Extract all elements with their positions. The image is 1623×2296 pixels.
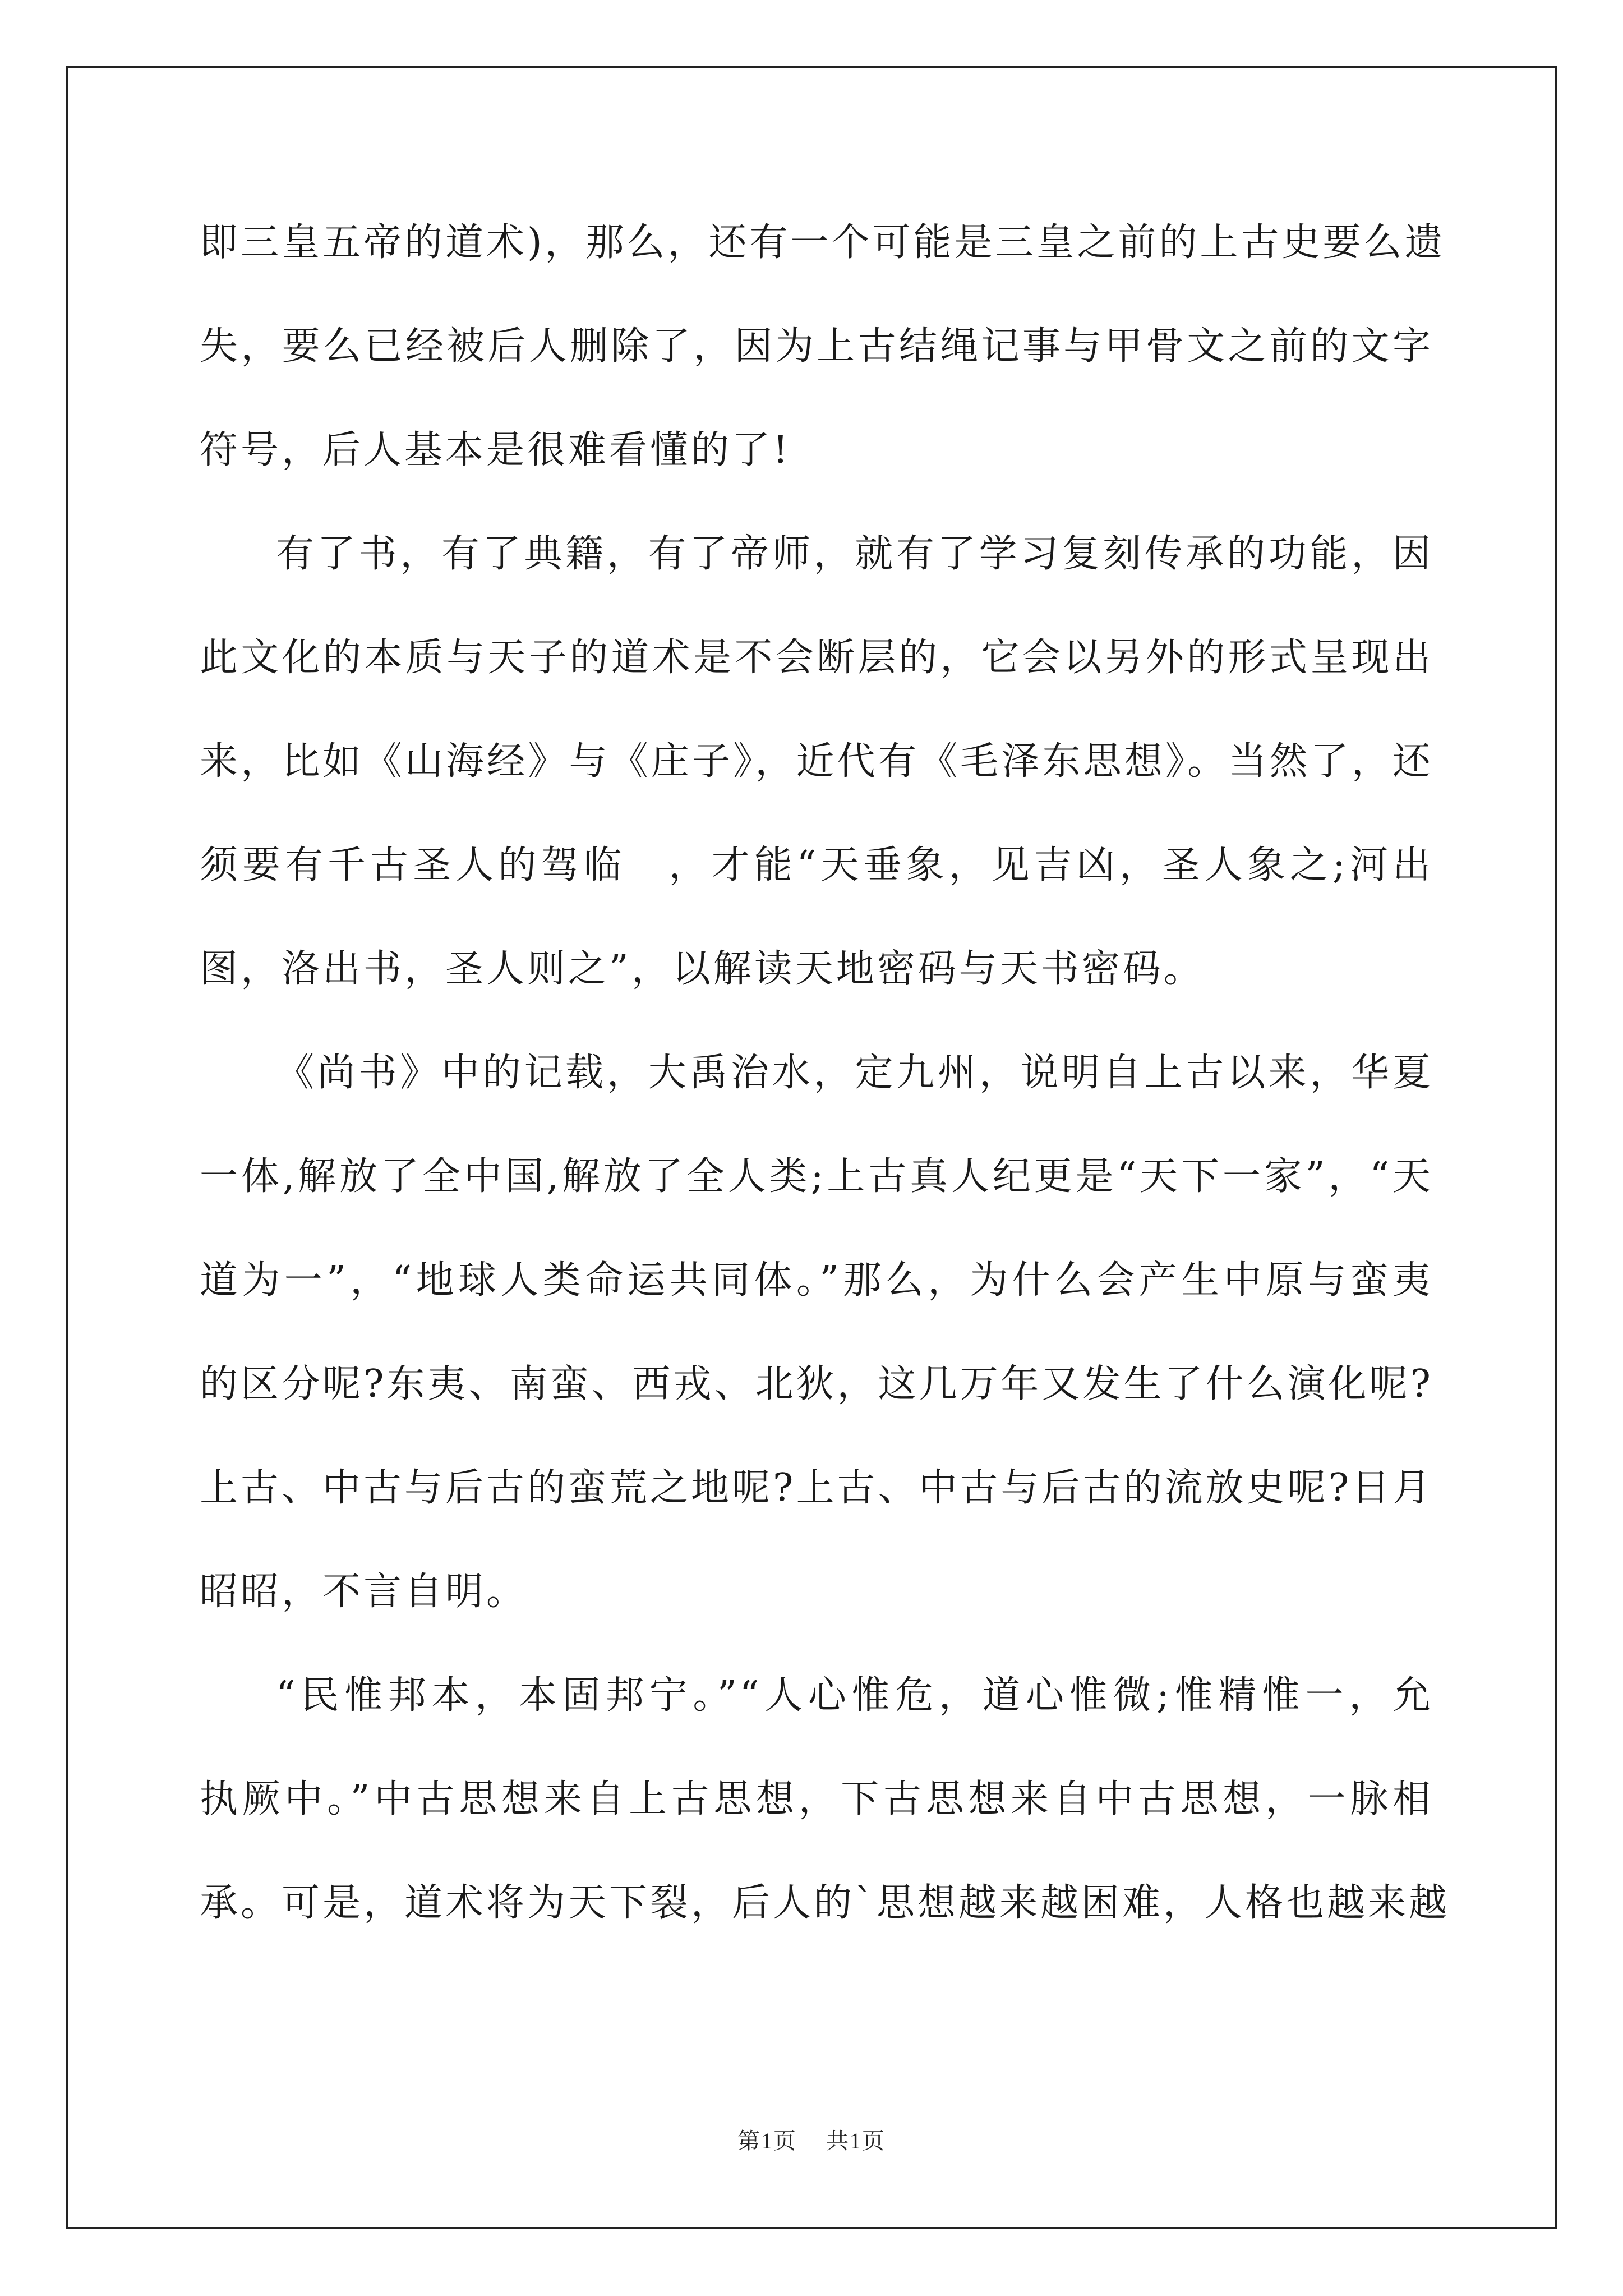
text-line: 承。可是，道术将为天下裂，后人的`思想越来越困难，人格也越来越 [200, 1881, 1450, 1925]
paragraph-first-line: 《尚书》中的记载，大禹治水，定九州，说明自上古以来，华夏 [276, 1051, 1433, 1095]
text-line: 道为一”，“地球人类命运共同体。”那么，为什么会产生中原与蛮夷 [200, 1258, 1433, 1303]
text-line: 执厥中。”中古思想来自上古思想，下古思想来自中古思想，一脉相 [200, 1777, 1433, 1821]
paragraph-first-line: “民惟邦本，本固邦宁。”“人心惟危，道心惟微;惟精惟一，允 [276, 1673, 1433, 1718]
text-line: 昭昭，不言自明。 [200, 1570, 528, 1614]
text-line: 图，洛出书，圣人则之”，以解读天地密码与天书密码。 [200, 947, 1205, 991]
page-footer [0, 2123, 1623, 2155]
text-line: 符号，后人基本是很难看懂的了! [200, 428, 791, 472]
text-line: 上古、中古与后古的蛮荒之地呢?上古、中古与后古的流放史呢?日月 [200, 1466, 1433, 1510]
paragraph-first-line: 有了书，有了典籍，有了帝师，就有了学习复刻传承的功能，因 [276, 532, 1433, 576]
page-total: 共1页 [826, 2128, 886, 2154]
page-number: 第1页 [737, 2128, 797, 2154]
text-line: 此文化的本质与天子的道术是不会断层的，它会以另外的形式呈现出 [200, 636, 1433, 680]
text-line: 的区分呢?东夷、南蛮、西戎、北狄，这几万年又发生了什么演化呢? [200, 1362, 1433, 1406]
text-line: 即三皇五帝的道术)，那么，还有一个可能是三皇之前的上古史要么遗 [200, 220, 1446, 265]
text-line: 须要有千古圣人的驾临 ，才能“天垂象，见吉凶，圣人象之;河出 [200, 843, 1433, 887]
document-body [200, 219, 1450, 1983]
text-line: 一体,解放了全中国,解放了全人类;上古真人纪更是“天下一家”，“天 [200, 1154, 1433, 1199]
text-line: 来，比如《山海经》与《庄子》，近代有《毛泽东思想》。当然了，还 [200, 739, 1433, 784]
text-line: 失，要么已经被后人删除了，因为上古结绳记事与甲骨文之前的文字 [200, 324, 1433, 369]
